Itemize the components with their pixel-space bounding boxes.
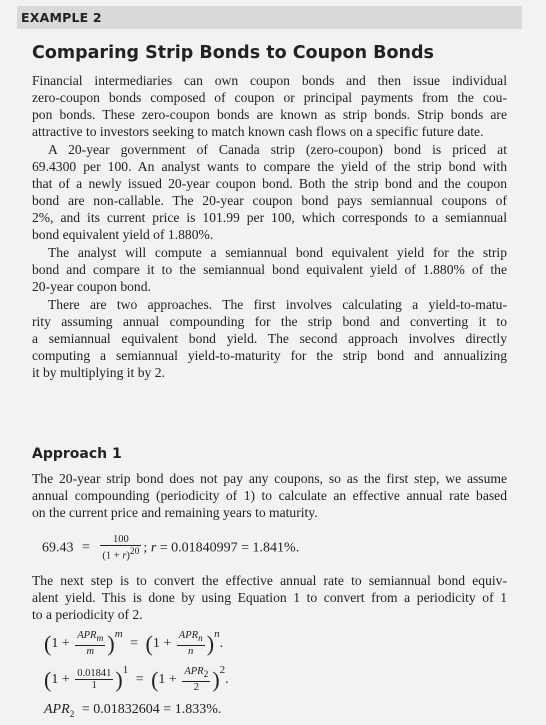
paragraph-2: [32, 141, 507, 244]
text-line: it by multiplying it by 2.: [32, 365, 165, 381]
text-line: pon bonds. These zero-coupon bonds are known as strip bonds. Strip bonds are: [32, 107, 507, 123]
eq2-exp-n: n: [214, 628, 220, 640]
eq2-fraction-n: [177, 630, 205, 658]
text-line: bond are non-callable. The 20-year coupon bond pays semiannual coupons of: [32, 193, 507, 209]
eq3-one-plus: 1 +: [51, 672, 70, 687]
eq3-den-2: 2: [193, 681, 199, 693]
text-line: a semiannual equivalent bond yield. The second approach involves directly: [32, 331, 507, 347]
eq3-exp-right: 2: [219, 664, 226, 676]
paragraph-4: [32, 296, 507, 381]
text-line: 20-year coupon bond.: [32, 279, 151, 295]
eq2-apr: APR: [77, 629, 97, 641]
eq3-denominator: 1: [91, 679, 97, 691]
text-line: The 20-year strip bond does not pay any coupons, so as the first step, we assume: [32, 471, 507, 486]
eq3-numerator: 0.01841: [77, 667, 112, 679]
text-line: A 20-year government of Canada strip (zero-coupon) bond is priced at: [48, 142, 507, 157]
example-title: Comparing Strip Bonds to Coupon Bonds: [32, 43, 434, 63]
text-line: The next step is to convert the effective annual rate to semiannual bond equiv-: [32, 573, 507, 588]
eq1-fraction: [100, 534, 141, 563]
eq3-exp-left: 1: [122, 664, 129, 676]
text-line: The analyst will compute a semiannual bond equivalent yield for the strip: [48, 245, 507, 260]
text-line: 2%, and its current price is 101.99 per 100, which corresponds to a semiannual: [32, 210, 507, 226]
eq1-numerator: 100: [100, 534, 141, 546]
approach-1-intro: [32, 470, 507, 521]
text-line: computing a semiannual yield-to-maturity for the strip bond and annualizing: [32, 348, 507, 364]
text-line: bond and compare it to the semiannual bond equivalent yield of 1.880% of the: [32, 262, 507, 278]
text-line: zero-coupon bonds composed of coupon or principal payments from the cou-: [32, 90, 507, 106]
equation-3: (1 + $\frac{0.01841}{1}$ )$^1$ = (1 + $\frac{APR_2}{2}$ )$^2$.: [44, 664, 229, 693]
eq1-rhs: = 0.01840997 = 1.841%.: [159, 540, 300, 556]
eq1-separator: ;: [143, 540, 148, 556]
eq4-sub: 2: [69, 709, 75, 720]
text-line: to a periodicity of 2.: [32, 607, 143, 623]
equation-4: [44, 702, 221, 720]
equation-1: [42, 534, 299, 563]
eq2-den-m: m: [86, 645, 95, 657]
eq1-lhs: 69.43: [42, 540, 74, 556]
eq2-period: .: [219, 636, 224, 651]
equation-2: (1 + $\frac{APR_m}{m}$ )$^m$ = (1 + $\frac{APR_n}{n}$ )$^n$.: [44, 628, 224, 657]
eq1-r: r: [150, 540, 157, 556]
eq4-rhs: = 0.01832604 = 1.833%.: [81, 702, 222, 717]
eq2-sub-n: n: [198, 633, 203, 644]
text-line: rity assuming annual compounding for the strip bond and converting it to: [32, 314, 507, 330]
eq3-period: .: [225, 672, 229, 687]
text-line: on the current price and remaining years to maturity.: [32, 505, 318, 521]
text-line: attractive to investors seeking to match known cash flows on a specific future date.: [32, 124, 484, 140]
text-line: There are two approaches. The first involves calculating a yield-to-matu-: [48, 297, 507, 312]
paragraph-1: [32, 72, 507, 140]
eq1-den-close: ): [126, 550, 130, 562]
approach-1-next: [32, 572, 507, 623]
example-label: EXAMPLE 2: [21, 10, 102, 25]
text-line: alent yield. This is done by using Equation 1 to convert from a periodicity of 1: [32, 590, 507, 606]
eq1-den-r: r: [122, 550, 127, 562]
eq1-den-exponent: 20: [129, 547, 140, 557]
eq2-apr-right: APR: [178, 629, 199, 641]
eq3-equals: =: [135, 672, 144, 687]
eq3-one-plus-right: 1 +: [158, 672, 177, 687]
text-line: Financial intermediaries can own coupon bonds and then issue individual: [32, 73, 507, 88]
eq2-one-plus: 1 +: [51, 636, 70, 651]
eq3-sub-2: 2: [203, 669, 209, 680]
text-line: 69.4300 per 100. An analyst wants to compare the yield of the strip bond with: [32, 159, 507, 175]
text-line: bond equivalent yield of 1.880%.: [32, 227, 214, 243]
text-line: that of a newly issued 20-year coupon bond. Both the strip bond and the coupon: [32, 176, 507, 192]
eq3-apr: APR: [184, 665, 204, 677]
eq4-apr: APR: [44, 702, 70, 717]
eq3-fraction-left: [75, 668, 113, 692]
paragraph-3: [32, 244, 507, 295]
eq3-fraction-right: [182, 666, 210, 694]
eq1-equals: =: [82, 540, 90, 556]
eq2-exp-m: m: [114, 628, 123, 640]
eq2-sub-m: m: [96, 633, 104, 644]
eq2-equals: =: [130, 636, 139, 651]
eq1-den-open: (1 +: [102, 550, 123, 562]
eq2-one-plus-right: 1 +: [152, 636, 172, 651]
eq1-denominator: [100, 546, 141, 563]
eq2-fraction-m: [75, 630, 105, 658]
eq2-den-n: n: [188, 645, 194, 657]
approach-1-heading: Approach 1: [32, 446, 122, 462]
text-line: annual compounding (periodicity of 1) to calculate an effective annual rate based: [32, 488, 507, 504]
